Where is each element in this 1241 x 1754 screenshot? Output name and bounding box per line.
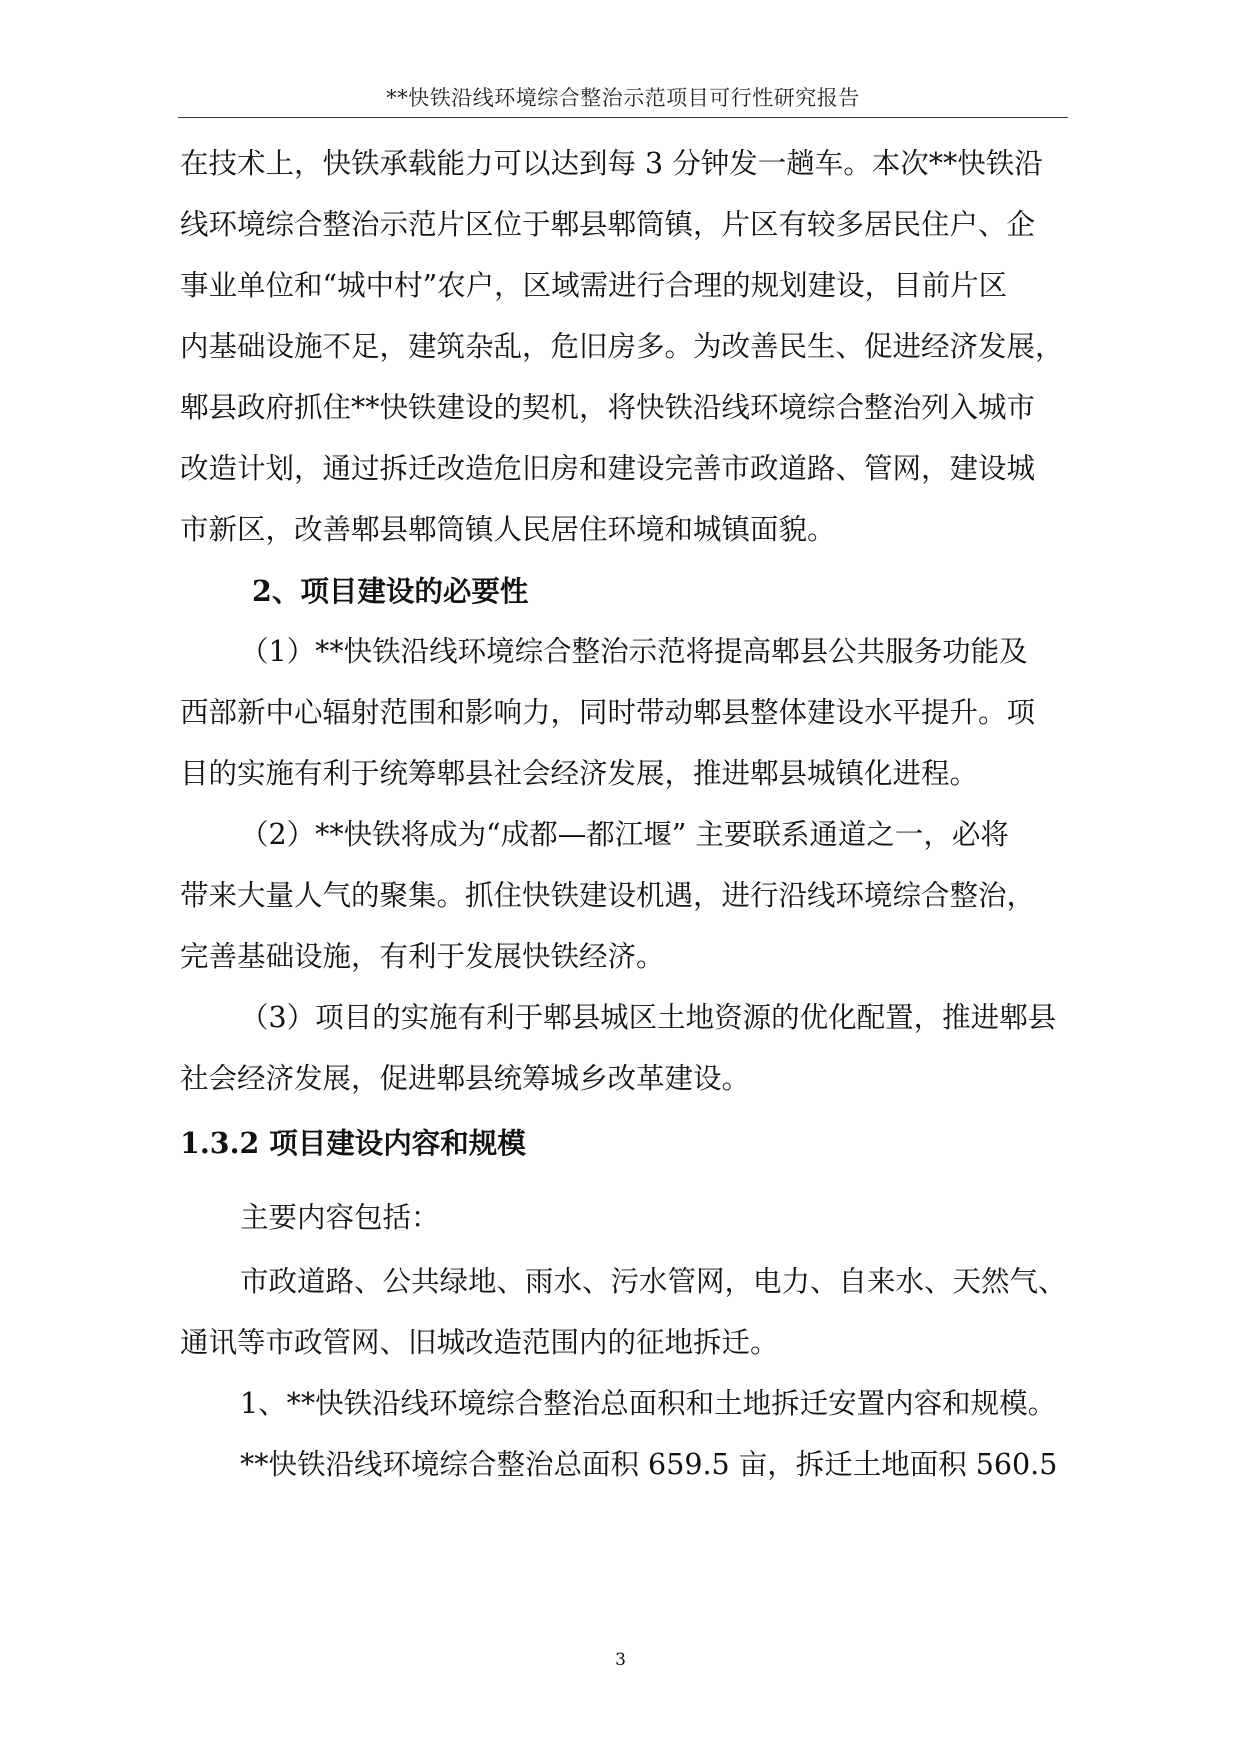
list-item-line: 带来大量人气的聚集。抓住快铁建设机遇，进行沿线环境综合整治， xyxy=(180,879,1036,912)
list-item-line: 西部新中心辐射范围和影响力，同时带动郫县整体建设水平提升。项 xyxy=(180,696,1036,729)
list-item-line: 目的实施有利于统筹郫县社会经济发展，推进郫县城镇化进程。 xyxy=(180,757,979,790)
paragraph-line: **快铁沿线环境综合整治总面积 659.5 亩，拆迁土地面积 560.5 xyxy=(240,1448,1058,1481)
paragraph-line: 市政道路、公共绿地、雨水、污水管网，电力、自来水、天然气、 xyxy=(240,1265,1067,1298)
paragraph-line: 通讯等市政管网、旧城改造范围内的征地拆迁。 xyxy=(180,1326,779,1359)
list-item-line: 完善基础设施，有利于发展快铁经济。 xyxy=(180,940,665,973)
paragraph-line: 1、**快铁沿线环境综合整治总面积和土地拆迁安置内容和规模。 xyxy=(240,1387,1057,1420)
paragraph-line: 主要内容包括： xyxy=(240,1201,440,1234)
list-item-line: （3）项目的实施有利于郫县城区土地资源的优化配置，推进郫县 xyxy=(240,1001,1057,1034)
running-header: **快铁沿线环境综合整治示范项目可行性研究报告 xyxy=(386,86,860,110)
paragraph-line: 郫县政府抓住**快铁建设的契机，将快铁沿线环境综合整治列入城市 xyxy=(180,391,1036,424)
section-heading: 1.3.2 项目建设内容和规模 xyxy=(180,1126,526,1160)
header-rule xyxy=(178,117,1068,118)
subheading: 2、项目建设的必要性 xyxy=(252,574,529,608)
paragraph-line: 事业单位和“城中村”农户，区域需进行合理的规划建设，目前片区 xyxy=(180,269,1008,302)
paragraph-line: 改造计划，通过拆迁改造危旧房和建设完善市政道路、管网，建设城 xyxy=(180,452,1036,485)
list-item-line: （1）**快铁沿线环境综合整治示范将提高郫县公共服务功能及 xyxy=(240,635,1028,668)
paragraph-line: 线环境综合整治示范片区位于郫县郫筒镇，片区有较多居民住户、企 xyxy=(180,208,1036,241)
paragraph-line: 在技术上，快铁承载能力可以达到每 3 分钟发一趟车。本次**快铁沿 xyxy=(180,147,1043,180)
page-number: 3 xyxy=(615,1650,626,1670)
paragraph-line: 市新区，改善郫县郫筒镇人民居住环境和城镇面貌。 xyxy=(180,513,836,546)
list-item-line: 社会经济发展，促进郫县统筹城乡改革建设。 xyxy=(180,1062,751,1095)
list-item-line: （2）**快铁将成为“成都—都江堰” 主要联系通道之一，必将 xyxy=(240,818,1009,851)
paragraph-line: 内基础设施不足，建筑杂乱，危旧房多。为改善民生、促进经济发展， xyxy=(180,330,1064,363)
